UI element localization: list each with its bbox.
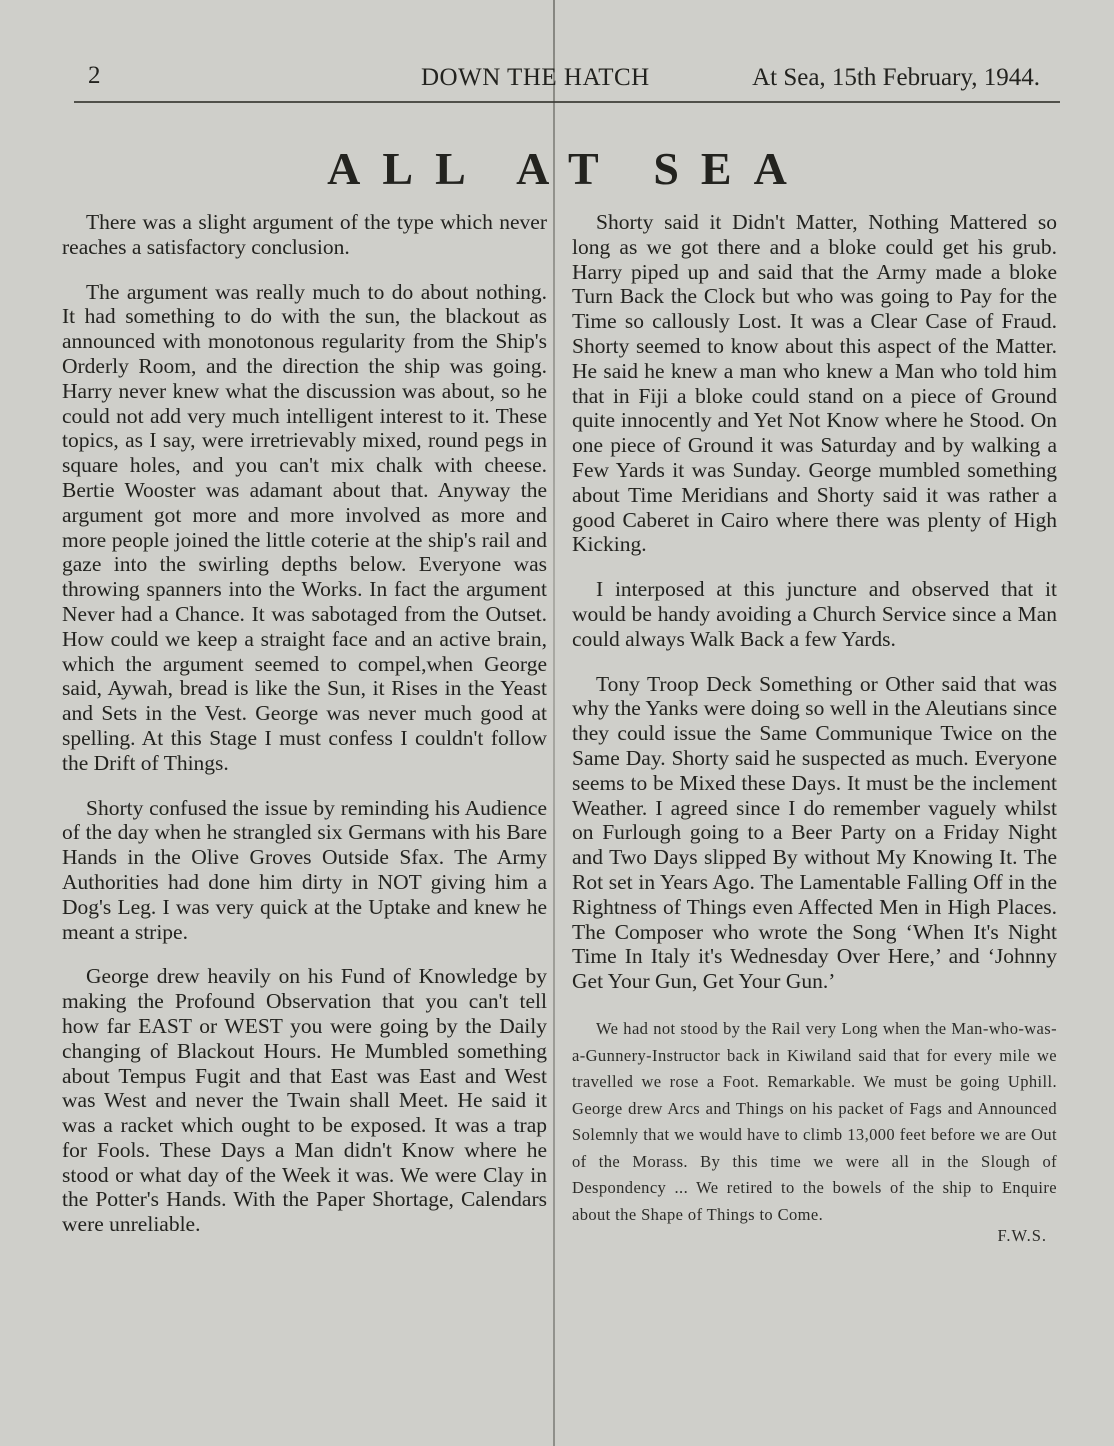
- left-column: [62, 210, 547, 1257]
- author-signature: F.W.S.: [997, 1225, 1047, 1245]
- newspaper-title: DOWN THE HATCH: [421, 64, 650, 91]
- paragraph: Shorty said it Didn't Matter, Nothing Mattered so long as we got there and a bloke could get his grub. Harry piped up and said that the Army made a bloke Turn Back the Clock but who was going to Pay for the Time so callously Lost. It was a Clear Case of Fraud. Shorty seemed to know about this aspect of the Matter. He said he knew a man who knew a Man who told him that in Fiji a bloke could stand on a piece of Ground quite innocently and Yet Not Know where he Stood. On one piece of Ground it was Saturday and by walking a Few Yards it was Sunday. George mumbled something about Time Meridians and Shorty said it was rather a good Caberet in Cairo where there was plenty of High Kicking.: [572, 210, 1057, 557]
- paragraph: George drew heavily on his Fund of Knowledge by making the Profound Observation that you can't tell how far EAST or WEST you were going by the Daily changing of Blackout Hours. He Mumbled something about Tempus Fugit and that East was East and West was West and never the Twain shall Meet. He said it was a racket which ought to be exposed. It was a trap for Fools. These Days a Man didn't Know where he stood or what day of the Week it was. We were Clay in the Potter's Hands. With the Paper Shortage, Calendars were unreliable.: [62, 964, 547, 1237]
- article-title: ALL AT SEA: [327, 143, 809, 194]
- paragraph: There was a slight argument of the type which never reaches a satisfactory conclusion.: [62, 210, 547, 259]
- closing-paragraph: We had not stood by the Rail very Long when the Man-who-was-a-Gunnery-Instructor back in Kiwiland said that for every mile we travelled we rose a Foot. Remarkable. We must be going Uphill. George drew Arcs and Things on his packet of Fags and Announced Solemnly that we would have to climb 13,000 feet before we are Out of the Morass. By this time we were all in the Slough of Despondency ... We retired to the bowels of the ship to Enquire about the Shape of Things to Come.: [572, 1018, 1057, 1225]
- right-column: [572, 210, 1057, 1248]
- paragraph: The argument was really much to do about nothing. It had something to do with the sun, the blackout as announced with monotonous regularity from the Ship's Orderly Room, and the direction the ship was going. Harry never knew what the discussion was about, so he could not add very much intelligent interest to it. These topics, as I say, were irretrievably mixed, round pegs in square holes, and you can't mix chalk with cheese. Bertie Wooster was adamant about that. Anyway the argument got more and more involved as more and more people joined the little coterie at the ship's rail and gaze into the swirling depths below. Everyone was throwing spanners into the Works. In fact the argument Never had a Chance. It was sabotaged from the Outset. How could we keep a straight face and an active brain, which the argument seemed to compel,when George said, Aywah, bread is like the Sun, it Rises in the Yeast and Sets in the Vest. George was never much good at spelling. At this Stage I must confess I couldn't follow the Drift of Things.: [62, 279, 547, 775]
- dateline: At Sea, 15th February, 1944.: [752, 64, 1040, 91]
- paragraph: Tony Troop Deck Something or Other said that was why the Yanks were doing so well in the Aleutians since they could issue the Same Communique Twice on the Same Day. Shorty said he suspected as much. Everyone seems to be Mixed these Days. It must be the inclement Weather. I agreed since I do remember vaguely whilst on Furlough going to a Beer Party on a Friday Night and Two Days slipped By without My Knowing It. The Rot set in Years Ago. The Lamentable Falling Off in the Rightness of Things even Affected Men in High Places. The Composer who wrote the Song ‘When It's Night Time In Italy it's Wednesday Over Here,’ and ‘Johnny Get Your Gun, Get Your Gun.’: [572, 671, 1057, 994]
- header-rule: [74, 101, 1060, 103]
- page-fold-line: [553, 0, 555, 1446]
- page-header: [80, 62, 1040, 102]
- paragraph: I interposed at this juncture and observed that it would be handy avoiding a Church Service since a Man could always Walk Back a few Yards.: [572, 577, 1057, 651]
- page-number: 2: [88, 62, 101, 89]
- paragraph: Shorty confused the issue by reminding his Audience of the day when he strangled six Germans with his Bare Hands in the Olive Groves Outside Sfax. The Army Authorities had done him dirty in NOT giving him a Dog's Leg. I was very quick at the Uptake and knew he meant a stripe.: [62, 795, 547, 944]
